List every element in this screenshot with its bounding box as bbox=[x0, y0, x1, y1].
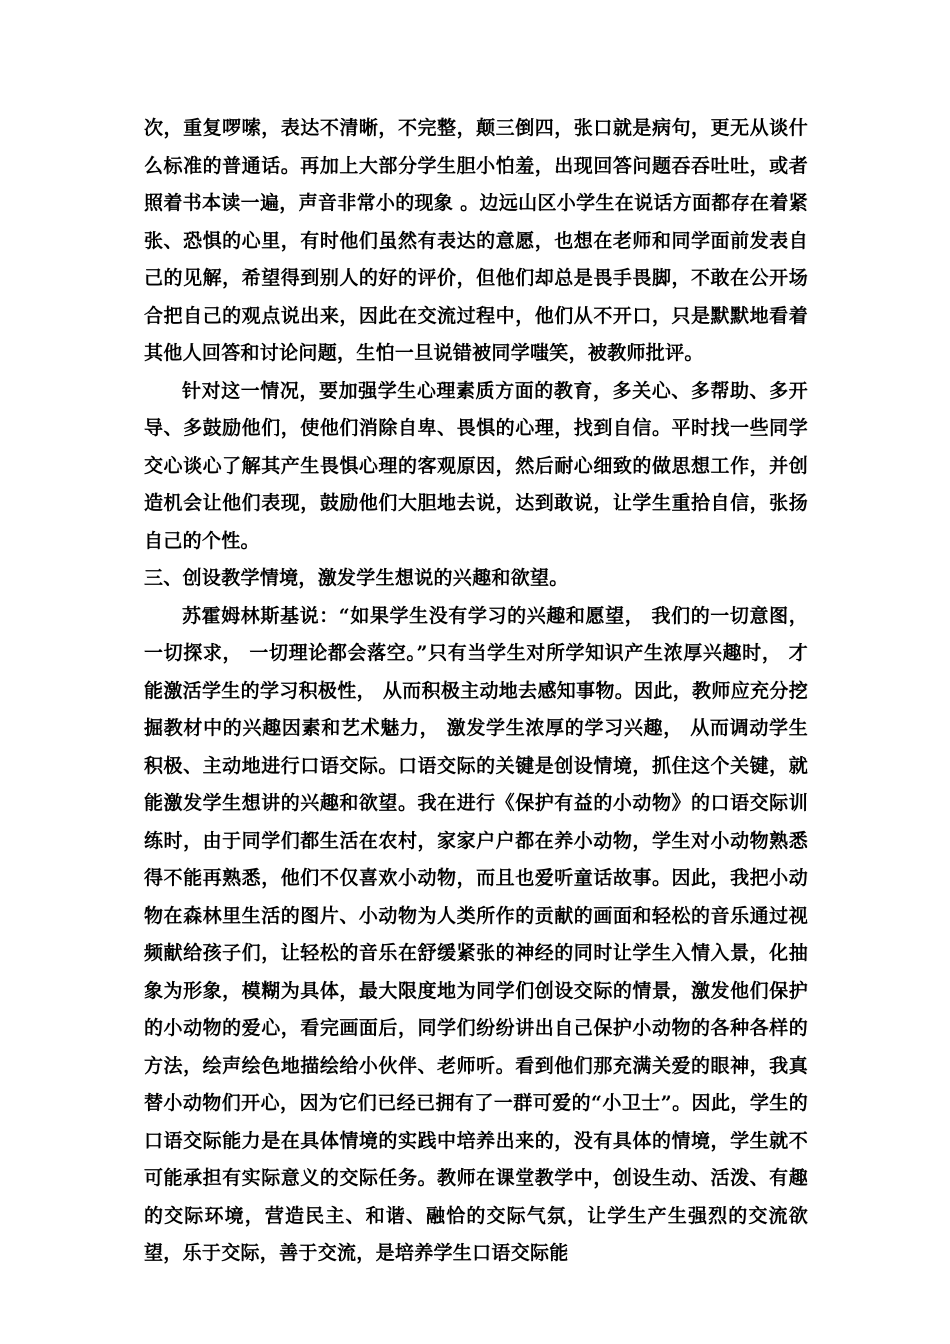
section-heading-3: 三、创设教学情境，激发学生想说的兴趣和欲望。 bbox=[144, 567, 569, 589]
paragraph-psychology: 针对这一情况，要加强学生心理素质方面的教育，多关心、多帮助、多开导、多鼓励他们，使他们消除自卑、畏惧的心理，找到自信。平时找一些同学交心谈心了解其产生畏惧心理的客观原因，然后耐心细致的做思想工作，并创造机会让他们表现，鼓励他们大胆地去说，达到敢说，让学生重拾自信，张扬自己的个性。 bbox=[144, 379, 808, 552]
paragraph-situation: 苏霍姆林斯基说：“如果学生没有学习的兴趣和愿望， 我们的一切意图，一切探求， 一切理论都会落空。”只有当学生对所学知识产生浓厚兴趣时， 才能激活学生的学习积极性， 从而积极主动地去感知事物。因此，教师应充分挖掘教材中的兴趣因素和艺术魅力， 激发学生浓厚的学习兴趣， 从而调动学生积极、主动地进行口语交际。口语交际的关键是创设情境，抓住这个关键，就能激发学生想讲的兴趣和欲望。我在进行《保护有益的小动物》的口语交际训练时，由于同学们都生活在农村，家家户户都在养小动物，学生对小动物熟悉得不能再熟悉，他们不仅喜欢小动物，而且也爱听童话故事。因此，我把小动物在森林里生活的图片、小动物为人类所作的贡献的画面和轻松的音乐通过视频献给孩子们，让轻松的音乐在舒缓紧张的神经的同时让学生入情入景，化抽象为形象，模糊为具体，最大限度地为同学们创设交际的情景，激发他们保护的小动物的爱心，看完画面后，同学们纷纷讲出自己保护小动物的各种各样的方法，绘声绘色地描绘给小伙伴、老师听。看到他们那充满关爱的眼神，我真替小动物们开心，因为它们已经已拥有了一群可爱的“小卫士”。因此，学生的口语交际能力是在具体情境的实践中培养出来的，没有具体的情境，学生就不可能承担有实际意义的交际任务。教师在课堂教学中，创设生动、活泼、有趣的交际环境，营造民主、和谐、融恰的交际气氛，让学生产生强烈的交流欲望，乐于交际，善于交流，是培养学生口语交际能 bbox=[144, 604, 808, 1264]
paragraph-continuation: 次，重复啰嗦，表达不清晰，不完整，颠三倒四，张口就是病句，更无从谈什么标准的普通话。再加上大部分学生胆小怕羞，出现回答问题吞吞吐吐，或者照着书本读一遍，声音非常小的现象 。边远山区小学生在说话方面都存在着紧张、恐惧的心里，有时他们虽然有表达的意愿，也想在老师和同学面前发表自己的见解，希望得到别人的好的评价，但他们却总是畏手畏脚，不敢在公开场合把自己的观点说出来，因此在交流过程中，他们从不开口，只是默默地看着其他人回答和讨论问题，生怕一旦说错被同学嗤笑，被教师批评。 bbox=[144, 117, 808, 364]
document-body bbox=[144, 110, 808, 1273]
